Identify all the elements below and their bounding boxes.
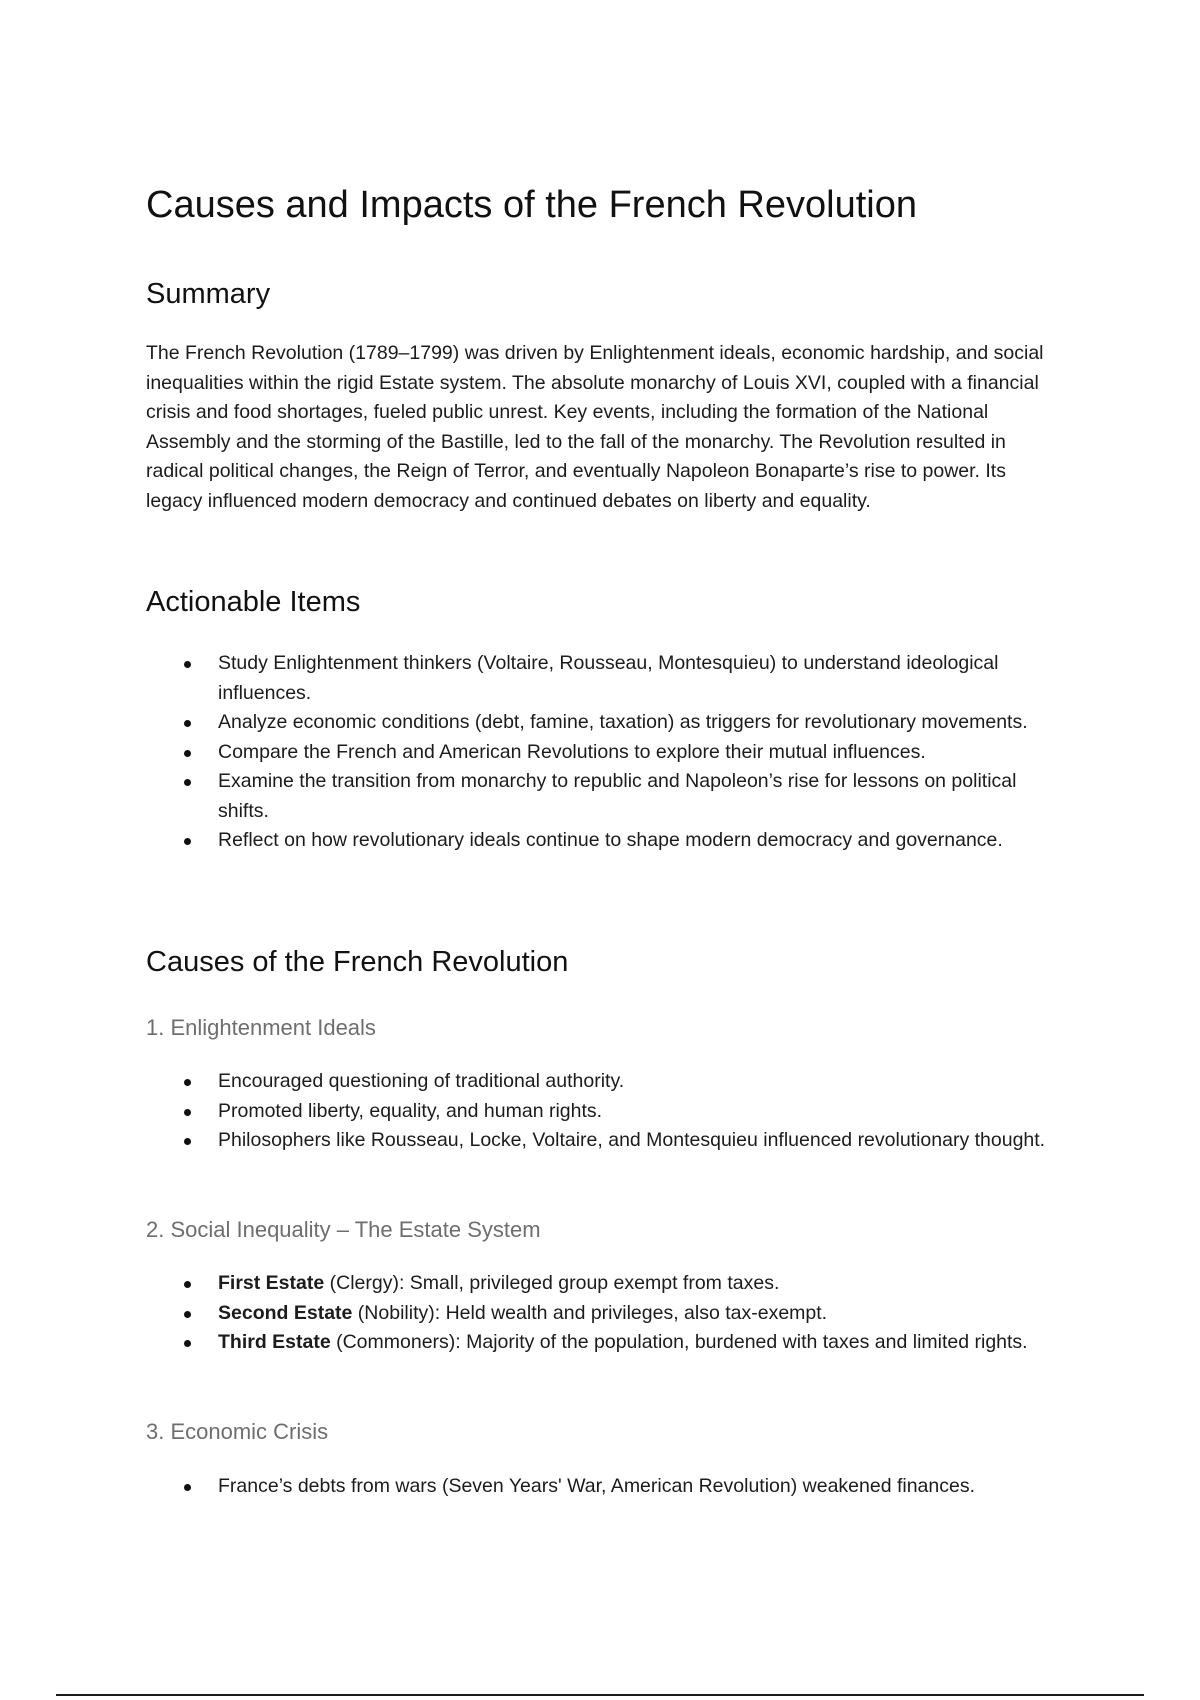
- bullet-icon: [184, 1484, 191, 1491]
- bullet-icon: [184, 661, 191, 668]
- list-item: [146, 708, 1066, 738]
- economic-crisis-list: [146, 1472, 1066, 1502]
- list-item: [146, 738, 1066, 768]
- list-item: [146, 767, 1066, 826]
- list-item-text: Promoted liberty, equality, and human rights.: [218, 1099, 603, 1122]
- bullet-icon: [184, 838, 191, 845]
- list-item-text: Compare the French and American Revolutions to explore their mutual influences.: [218, 740, 926, 763]
- economic-crisis-subheading: 3. Economic Crisis: [146, 1419, 329, 1444]
- list-item-text: Encouraged questioning of traditional authority.: [218, 1070, 625, 1092]
- first-estate-term: First Estate: [218, 1272, 325, 1294]
- actionable-items-heading: Actionable Items: [146, 586, 361, 618]
- list-item: [146, 1126, 1066, 1156]
- page-bottom-rule: [56, 1694, 1144, 1696]
- list-item-text: France’s debts from wars (Seven Years' War, American Revolution) weakened finances.: [218, 1475, 976, 1497]
- bullet-icon: [184, 1138, 191, 1145]
- list-item: [146, 1097, 1066, 1127]
- list-item-text: Philosophers like Rousseau, Locke, Voltaire, and Montesquieu influenced revolutionary thought.: [218, 1129, 1046, 1151]
- list-item-text: (Clergy): Small, privileged group exempt from taxes.: [324, 1272, 780, 1294]
- bullet-icon: [184, 779, 191, 786]
- list-item: [146, 1067, 1066, 1097]
- list-item-text: Study Enlightenment thinkers (Voltaire, Rousseau, Montesquieu) to understand ideological influences.: [218, 652, 999, 704]
- list-item-text: Examine the transition from monarchy to republic and Napoleon’s rise for lessons on political shifts.: [218, 770, 1017, 822]
- summary-paragraph: The French Revolution (1789–1799) was driven by Enlightenment ideals, economic hardship, and social inequalities within the rigid Estate system. The absolute monarchy of Louis XVI, coupled with a financial crisis and food shortages, fueled public unrest. Key events, including the formation of the National Assembly and the storming of the Bastille, led to the fall of the monarchy. The Revolution resulted in radical political changes, the Reign of Terror, and eventually Napoleon Bonaparte’s rise to power. Its legacy influenced modern democracy and continued debates on liberty and equality.: [146, 342, 1044, 512]
- list-item: [146, 1269, 1066, 1299]
- enlightenment-ideals-subheading: 1. Enlightenment Ideals: [146, 1015, 376, 1040]
- list-item: [146, 1299, 1066, 1329]
- document-title: Causes and Impacts of the French Revolution: [146, 184, 917, 226]
- bullet-icon: [184, 1340, 191, 1347]
- summary-heading: Summary: [146, 278, 271, 310]
- list-item: [146, 1472, 1066, 1502]
- actionable-items-list: [146, 649, 1066, 856]
- list-item: [146, 649, 1066, 708]
- list-item: [146, 826, 1066, 856]
- estate-system-list: [146, 1269, 1066, 1358]
- list-item-text: (Nobility): Held wealth and privileges, also tax-exempt.: [352, 1301, 828, 1324]
- list-item-text: (Commoners): Majority of the population, burdened with taxes and limited rights.: [330, 1331, 1028, 1353]
- bullet-icon: [184, 1079, 191, 1086]
- bullet-icon: [184, 1311, 191, 1318]
- bullet-icon: [184, 750, 191, 757]
- list-item-text: Reflect on how revolutionary ideals continue to shape modern democracy and governance.: [218, 829, 1003, 851]
- bullet-icon: [184, 720, 191, 727]
- causes-heading: Causes of the French Revolution: [146, 946, 569, 978]
- list-item-text: Analyze economic conditions (debt, famine, taxation) as triggers for revolutionary movements.: [218, 711, 1028, 733]
- third-estate-term: Third Estate: [218, 1331, 331, 1353]
- second-estate-term: Second Estate: [218, 1301, 353, 1324]
- estate-system-subheading: 2. Social Inequality – The Estate System: [146, 1217, 541, 1242]
- list-item: [146, 1328, 1066, 1358]
- enlightenment-ideals-list: [146, 1067, 1066, 1156]
- bullet-icon: [184, 1109, 191, 1116]
- bullet-icon: [184, 1281, 191, 1288]
